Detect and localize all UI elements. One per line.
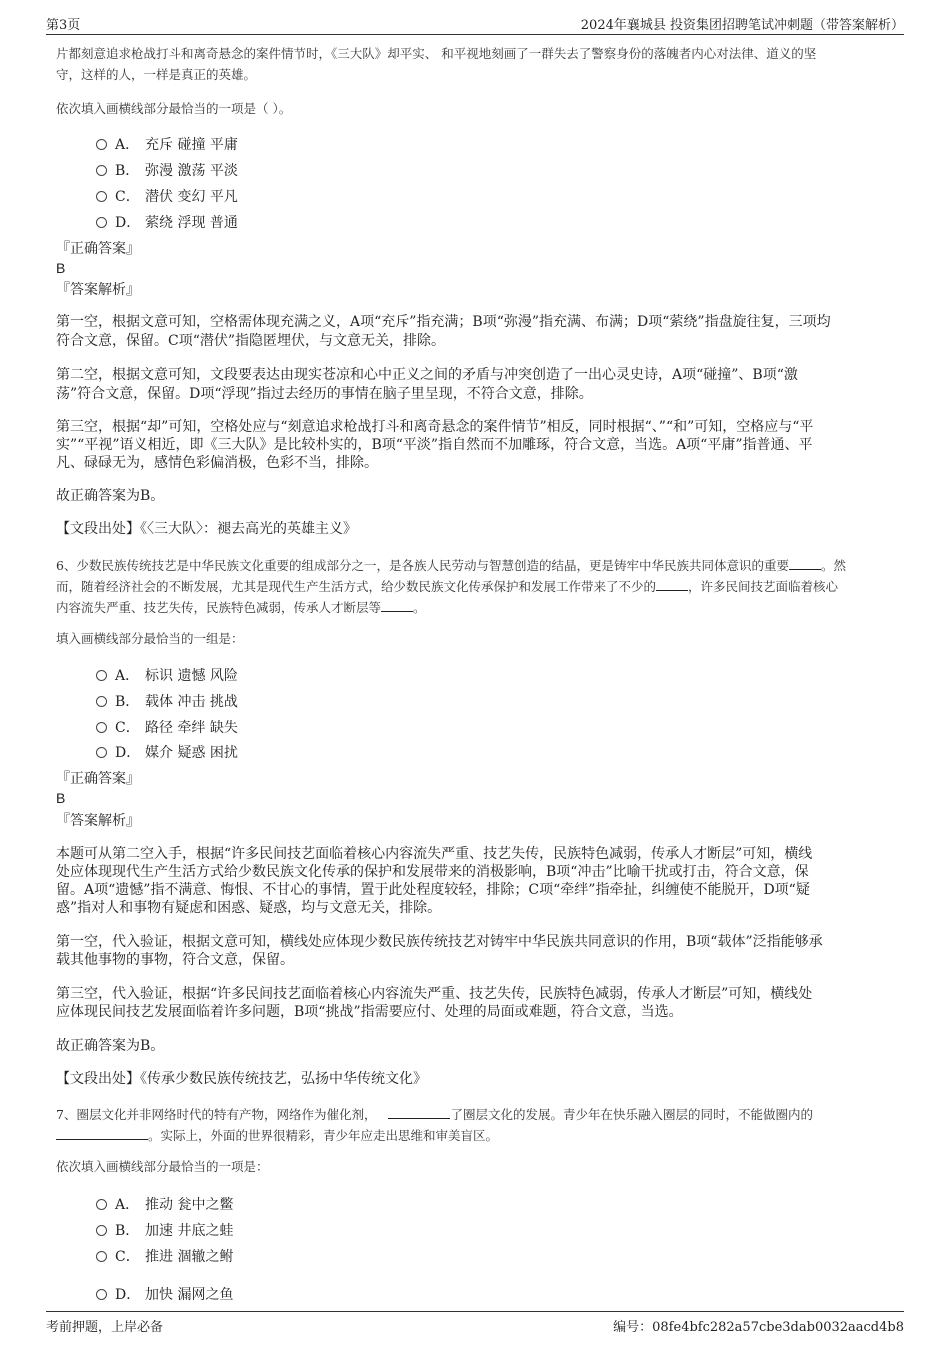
q6-blank-2 [656,576,688,591]
radio-icon[interactable] [96,1251,107,1262]
q6-answer: B [56,790,66,806]
q5-analysis-p3-l1: 第三空，根据“却”可知，空格处应与“刻意追求枪战打斗和离奇悬念的案件情节”相反，同时根据“、”“和”可知，空格应与“平 [56,419,814,435]
q5-analysis-p2-l1: 第二空，根据文意可知，文段要表达由现实苍凉和心中正义之间的矛盾与冲突创造了一出心灵史诗，A项“碰撞”、B项“激 [56,367,798,383]
page-number: 第3页 [46,18,81,33]
q7-option-a[interactable]: A． 推动 瓮中之鳖 [96,1194,233,1214]
q6-answer-label: 『正确答案』 [56,771,140,787]
q5-answer: B [56,260,66,276]
q5-analysis-p2-l2: 荡”符合文意，保留。D项“浮现”指过去经历的事情在脑子里呈现，不符合文意，排除。 [56,386,593,402]
q6-analysis-p2-l1: 第一空，代入验证，根据文意可知，横线处应体现少数民族传统技艺对铸牢中华民族共同意识的作用，B项“载体”泛指能够承 [56,934,823,950]
q6-analysis-p1-l1: 本题可从第二空入手，根据“许多民间技艺面临着核心内容流失严重、技艺失传，民族特色减弱，传承人才断层”可知，横线 [56,846,813,862]
q6-blank-3 [381,597,413,612]
q7-blank-2 [56,1125,148,1140]
q6-analysis-p1-l2: 处应体现现代生产生活方式给少数民族文化传承的保护和发展带来的消极影响，B项“冲击”比喻干扰或打击，符合文意，保 [56,864,809,880]
radio-icon[interactable] [96,670,107,681]
radio-icon[interactable] [96,217,107,228]
q5-conclusion: 故正确答案为B。 [56,488,165,504]
q6-analysis-p1-l3: 留。A项“遗憾”指不满意、悔恨、不甘心的事情，置于此处程度较轻，排除；C项“牵绊”指牵扯，纠缠使不能脱开，D项“疑 [56,882,810,898]
q7-passage-line-2: 。实际上，外面的世界很精彩，青少年应走出思维和审美盲区。 [56,1125,498,1146]
q6-analysis-label: 『答案解析』 [56,813,140,829]
radio-icon[interactable] [96,139,107,150]
q5-analysis-p3-l3: 凡、碌碌无为，感情色彩偏消极，色彩不当，排除。 [56,455,378,471]
q6-passage-line-1: 6、少数民族传统技艺是中华民族文化重要的组成部分之一，是各族人民劳动与智慧创造的结晶，更是铸牢中华民族共同体意识的重要 。然 [56,555,846,576]
radio-icon[interactable] [96,191,107,202]
q5-source: 【文段出处】《〈三大队〉：褪去高光的英雄主义》 [56,521,357,537]
q6-passage-line-2: 而，随着经济社会的不断发展，尤其是现代生产生活方式，给少数民族文化传承保护和发展工作带来了不少的 ，许多民间技艺面临着核心 [56,576,838,597]
radio-icon[interactable] [96,165,107,176]
q6-prompt: 填入画横线部分最恰当的一组是： [56,631,244,646]
radio-icon[interactable] [96,722,107,733]
radio-icon[interactable] [96,696,107,707]
document-title: 2024年襄城县 投资集团招聘笔试冲刺题（带答案解析） [580,18,904,33]
q7-option-b[interactable]: B． 加速 井底之蛙 [96,1220,233,1240]
q6-passage-line-3: 内容流失严重、技艺失传，民族特色减弱，传承人才断层等 。 [56,597,426,618]
q5-option-d[interactable]: D． 萦绕 浮现 普通 [96,212,238,232]
q6-option-d[interactable]: D． 媒介 疑惑 困扰 [96,742,238,762]
footer-slogan: 考前押题，上岸必备 [46,1320,164,1335]
q6-analysis-p2-l2: 载其他事物的事物，符合文意，保留。 [56,952,294,968]
q6-option-b[interactable]: B． 载体 冲击 挑战 [96,691,238,711]
q5-passage-line-1: 片都刻意追求枪战打斗和离奇悬念的案件情节时，《三大队》却平实、 和平视地刻画了一群失去了警察身份的落魄者内心对法律、道义的坚 [56,46,817,61]
q5-answer-label: 『正确答案』 [56,241,140,257]
radio-icon[interactable] [96,1225,107,1236]
q6-blank-1 [789,555,821,570]
q7-option-c[interactable]: C． 推进 涸辙之鲋 [96,1246,233,1266]
q6-source: 【文段出处】《传承少数民族传统技艺，弘扬中华传统文化》 [56,1071,427,1087]
q5-analysis-label: 『答案解析』 [56,282,140,298]
q5-prompt: 依次填入画横线部分最恰当的一项是（ ）。 [56,101,292,116]
q7-passage-line-1: 7、圈层文化并非网络时代的特有产物，网络作为催化剂， 了圈层文化的发展。青少年在快乐融入圈层的同时，不能做圈内的 [56,1104,813,1125]
q5-analysis-p1-l1: 第一空，根据文意可知，空格需体现充满之义，A项“充斥”指充满；B项“弥漫”指充满、布满；D项“萦绕”指盘旋往复，三项均 [56,314,831,330]
q5-analysis-p3-l2: 实”“平视”语义相近，即《三大队》是比较朴实的，B项“平淡”指自然而不加雕琢，符合文意，当选。A项“平庸”指普通、平 [56,437,813,453]
q6-option-c[interactable]: C． 路径 牵绊 缺失 [96,717,238,737]
page-footer [46,1311,904,1338]
q7-blank-1 [388,1104,450,1119]
page-header [46,12,904,35]
q6-conclusion: 故正确答案为B。 [56,1038,165,1054]
radio-icon[interactable] [96,747,107,758]
q6-analysis-p1-l4: 惑”指对人和事物有疑虑和困惑、疑惑，均与文意无关，排除。 [56,900,442,916]
q7-option-d[interactable]: D． 加快 漏网之鱼 [96,1284,233,1304]
q6-option-a[interactable]: A． 标识 遗憾 风险 [96,665,238,685]
q6-analysis-p3-l1: 第三空，代入验证，根据“许多民间技艺面临着核心内容流失严重、技艺失传，民族特色减弱，传承人才断层”可知，横线处 [56,986,813,1002]
q7-prompt: 依次填入画横线部分最恰当的一项是： [56,1159,269,1174]
q6-analysis-p3-l2: 应体现民间技艺发展面临着许多问题，B项“挑战”指需要应付、处理的局面或难题，符合文意，当选。 [56,1004,683,1020]
q5-passage-line-2: 守，这样的人，一样是真正的英雄。 [56,67,257,82]
q5-option-c[interactable]: C． 潜伏 变幻 平凡 [96,186,238,206]
document-id: 编号：08fe4bfc282a57cbe3dab0032aacd4b8 [613,1320,904,1335]
radio-icon[interactable] [96,1199,107,1210]
q5-analysis-p1-l2: 符合文意，保留。C项“潜伏”指隐匿埋伏，与文意无关，排除。 [56,333,446,349]
q5-option-b[interactable]: B． 弥漫 激荡 平淡 [96,160,238,180]
radio-icon[interactable] [96,1289,107,1300]
q5-option-a[interactable]: A． 充斥 碰撞 平庸 [96,134,238,154]
